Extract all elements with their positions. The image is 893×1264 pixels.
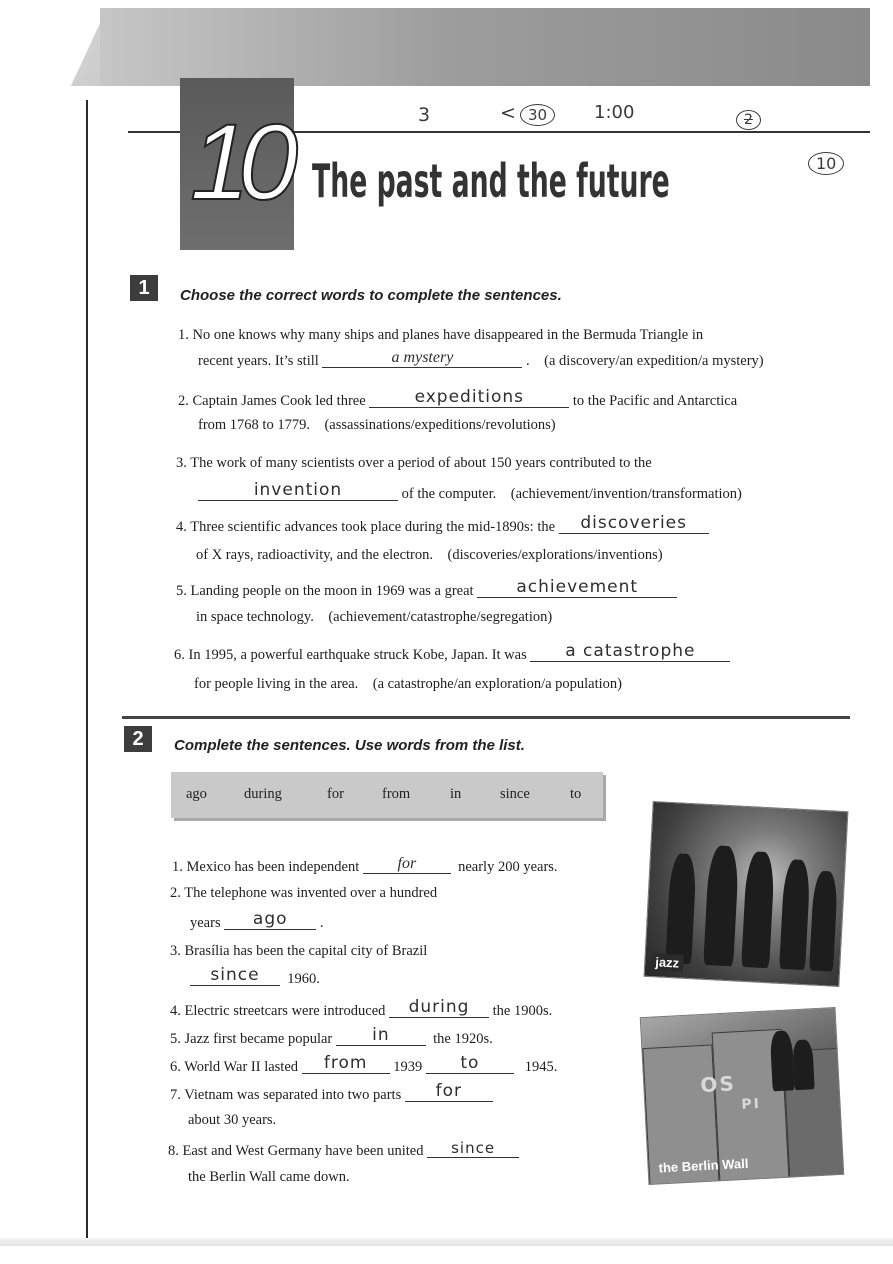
answer-blank[interactable] <box>322 349 522 368</box>
sentence-text: Three scientific advances took place during the mid-1890s: the <box>190 519 556 535</box>
item-number: 1. <box>178 327 189 343</box>
answer-blank[interactable] <box>224 909 316 930</box>
s1-item-3-line-2 <box>198 480 742 502</box>
word-list-item: for <box>327 786 344 802</box>
handwritten-answer: ago <box>252 909 288 929</box>
scan-bottom-edge <box>0 1238 893 1246</box>
handwritten-arrow-icon: < <box>500 102 516 124</box>
s1-item-6-line-2 <box>194 677 622 692</box>
s1-item-2-line-2 <box>198 418 556 433</box>
sentence-text: recent years. It’s still <box>198 353 319 369</box>
sentence-text: the 1900s. <box>492 1003 553 1019</box>
s2-item-8-line-2 <box>188 1170 350 1185</box>
jazz-photo <box>644 801 849 987</box>
sentence-text: in space technology. <box>196 609 314 625</box>
sentence-text: Landing people on the moon in 1969 was a great <box>190 583 474 599</box>
sentence-text: from 1768 to 1779. <box>198 417 310 433</box>
item-number: 5. <box>170 1031 181 1047</box>
sentence-text: Mexico has been independent <box>186 859 360 875</box>
handwritten-answer: since <box>210 965 260 985</box>
person-on-wall-figure <box>792 1039 815 1090</box>
answer-blank[interactable] <box>302 1053 390 1074</box>
page-title: The past and the future <box>312 154 670 208</box>
jazz-caption: jazz <box>651 953 684 972</box>
s2-item-6 <box>170 1053 558 1075</box>
sentence-text: Captain James Cook led three <box>192 393 366 409</box>
s2-item-7-line-2 <box>188 1113 276 1128</box>
sentence-text: The work of many scientists over a period of about 150 years contributed to the <box>190 455 652 471</box>
handwritten-answer: to <box>460 1053 480 1073</box>
handwritten-answer: during <box>408 997 470 1017</box>
item-number: 8. <box>168 1143 179 1159</box>
section-1-instruction: Choose the correct words to complete the sentences. <box>180 287 562 304</box>
header-band <box>100 8 870 86</box>
sentence-text: Brasília has been the capital city of Brazil <box>184 943 428 959</box>
s1-item-4-line-1 <box>176 513 709 535</box>
handwritten-answer: for <box>435 1081 463 1101</box>
musician-figure <box>665 853 697 964</box>
handwritten-answer: invention <box>253 480 343 500</box>
s1-item-4-line-2 <box>196 548 663 563</box>
chapter-number: 10 <box>189 101 287 222</box>
answer-blank[interactable] <box>530 641 730 662</box>
item-number: 1. <box>172 859 183 875</box>
handwritten-answer: since <box>451 1139 496 1157</box>
sentence-text: No one knows why many ships and planes have disappeared in the Bermuda Triangle in <box>192 327 704 343</box>
handwritten-answer: discoveries <box>580 513 687 533</box>
sentence-text: of the computer. <box>401 486 497 502</box>
sentence-text: . <box>319 915 324 931</box>
person-on-wall-figure <box>770 1030 795 1091</box>
handwritten-mark-b: 30 <box>520 104 555 126</box>
s2-item-5 <box>170 1025 493 1047</box>
word-list-item: from <box>382 786 411 802</box>
section-1-number: 1 <box>130 275 158 301</box>
sentence-text: World War II lasted <box>184 1059 299 1075</box>
section-divider <box>122 716 850 719</box>
sentence-text: years <box>190 915 221 931</box>
section-2-number: 2 <box>124 726 152 752</box>
wall-graffiti: OS <box>699 1071 737 1098</box>
item-number: 2. <box>178 393 189 409</box>
musician-figure <box>741 851 775 968</box>
item-number: 6. <box>170 1059 181 1075</box>
s1-item-5-line-1 <box>176 577 677 599</box>
s2-item-7-line-1 <box>170 1081 493 1103</box>
word-list-item: during <box>244 786 282 802</box>
s1-item-6-line-1 <box>174 641 730 663</box>
answer-blank[interactable] <box>559 513 709 534</box>
handwritten-mark-c: 1:00 <box>594 102 635 123</box>
item-number: 7. <box>170 1087 181 1103</box>
answer-blank[interactable] <box>190 965 280 986</box>
sentence-text: Jazz first became popular <box>184 1031 333 1047</box>
word-list-item: since <box>500 786 530 802</box>
wall-graffiti: PI <box>741 1096 762 1114</box>
sentence-text: of X rays, radioactivity, and the electron. <box>196 547 434 563</box>
sentence-text: to the Pacific and Antarctica <box>572 393 738 409</box>
s1-item-1-line-1 <box>178 328 703 343</box>
answer-blank[interactable] <box>198 480 398 501</box>
musician-figure <box>779 859 811 970</box>
sentence-text: East and West Germany have been united <box>182 1143 424 1159</box>
handwritten-mark-d: 2 <box>736 110 761 130</box>
musician-figure <box>809 871 838 972</box>
word-options: (achievement/catastrophe/segregation) <box>328 609 553 625</box>
sentence-text: the 1920s. <box>433 1031 493 1047</box>
word-options: (achievement/invention/transformation) <box>510 486 742 502</box>
sentence-text: for people living in the area. <box>194 676 359 692</box>
word-options: (a discovery/an expedition/a mystery) <box>544 353 764 369</box>
answer-blank[interactable] <box>477 577 677 598</box>
handwritten-score: 10 <box>808 152 844 175</box>
item-number: 5. <box>176 583 187 599</box>
answer-blank[interactable] <box>405 1081 493 1102</box>
handwritten-answer: from <box>323 1053 368 1073</box>
word-list-item: to <box>570 786 582 802</box>
sentence-text: the Berlin Wall came down. <box>188 1169 350 1185</box>
handwritten-answer: a mystery <box>391 349 454 366</box>
answer-blank[interactable] <box>336 1025 426 1046</box>
s1-item-1-line-2 <box>198 349 764 369</box>
answer-blank[interactable] <box>426 1053 514 1074</box>
item-number: 3. <box>170 943 181 959</box>
sentence-text: 1939 <box>393 1059 423 1075</box>
word-options: (a catastrophe/an exploration/a population) <box>372 676 623 692</box>
musician-figure <box>703 845 739 966</box>
sentence-text: . <box>526 353 530 369</box>
sentence-text: about 30 years. <box>188 1112 277 1128</box>
handwritten-answer: achievement <box>516 577 639 597</box>
answer-blank[interactable] <box>363 855 451 874</box>
item-number: 4. <box>176 519 187 535</box>
berlin-wall-caption: the Berlin Wall <box>658 1155 749 1176</box>
berlin-wall-photo <box>640 1007 845 1185</box>
item-number: 6. <box>174 647 185 663</box>
handwritten-answer: a catastrophe <box>565 641 696 661</box>
s1-item-2-line-1 <box>178 387 738 409</box>
s2-item-2-line-2 <box>190 909 324 931</box>
sentence-text: In 1995, a powerful earthquake struck Kobe, Japan. It was <box>188 647 527 663</box>
s1-item-3-line-1 <box>176 456 652 471</box>
sentence-text: 1945. <box>524 1059 558 1075</box>
section-2-instruction: Complete the sentences. Use words from the list. <box>174 737 525 754</box>
item-number: 4. <box>170 1003 181 1019</box>
answer-blank[interactable] <box>369 387 569 408</box>
handwritten-answer: expeditions <box>414 387 524 407</box>
item-number: 3. <box>176 455 187 471</box>
s2-item-3-line-1 <box>170 944 427 959</box>
word-options: (discoveries/explorations/inventions) <box>447 547 663 563</box>
sentence-text: 1960. <box>287 971 320 987</box>
sentence-text: The telephone was invented over a hundred <box>184 885 438 901</box>
s1-item-5-line-2 <box>196 610 552 625</box>
s2-item-1 <box>172 855 558 875</box>
s2-item-3-line-2 <box>190 965 320 987</box>
word-list-item: ago <box>186 786 207 802</box>
s2-item-2-line-1 <box>170 886 437 901</box>
binding-margin-line <box>86 100 88 1240</box>
item-number: 2. <box>170 885 181 901</box>
word-options: (assassinations/expeditions/revolutions) <box>324 417 556 433</box>
answer-blank[interactable] <box>427 1139 519 1158</box>
s2-item-8-line-1 <box>168 1139 519 1159</box>
word-list-item: in <box>450 786 462 802</box>
handwritten-answer: for <box>397 855 417 872</box>
s2-item-4 <box>170 997 553 1019</box>
sentence-text: Electric streetcars were introduced <box>184 1003 386 1019</box>
sentence-text: Vietnam was separated into two parts <box>184 1087 402 1103</box>
answer-blank[interactable] <box>389 997 489 1018</box>
handwritten-mark-a: 3 <box>418 104 431 126</box>
sentence-text: nearly 200 years. <box>458 859 558 875</box>
handwritten-answer: in <box>372 1025 390 1045</box>
